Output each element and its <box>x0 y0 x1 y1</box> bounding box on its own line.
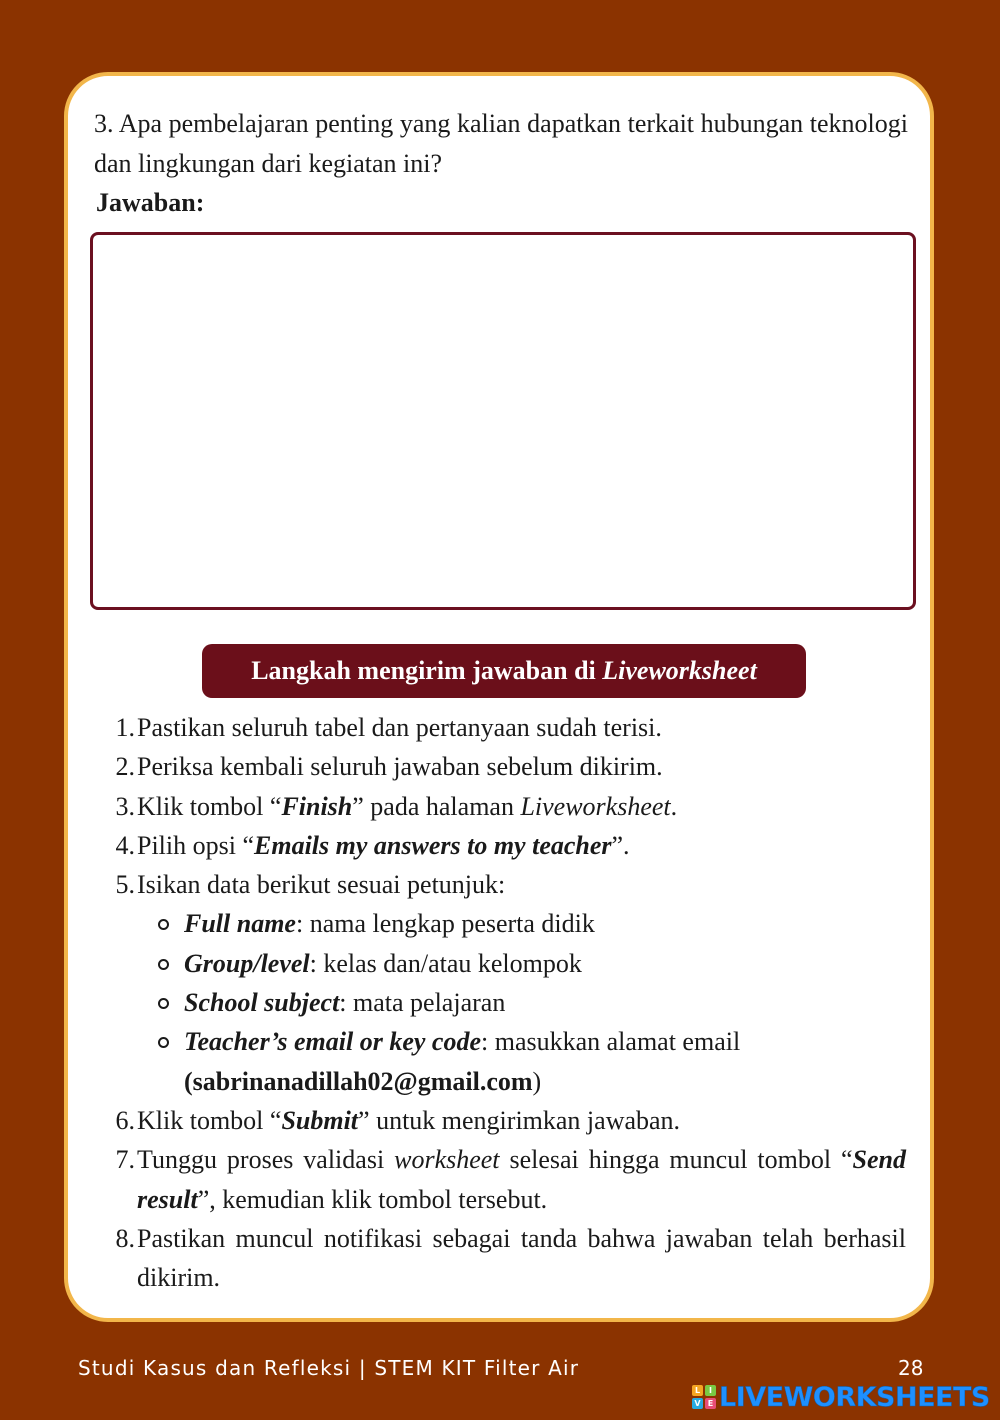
email-close-paren: ) <box>532 1066 542 1096</box>
field-desc: : nama lengkap peserta didik <box>295 909 595 939</box>
answer-label: Jawaban: <box>96 188 205 217</box>
question-3 <box>94 104 908 184</box>
logo-letter: E <box>705 1398 716 1409</box>
step-text: Isikan data berikut sesuai petunjuk: <box>137 870 506 900</box>
footer-title: Studi Kasus dan Refleksi | STEM KIT Filter Air <box>78 1356 580 1380</box>
email-open-paren: ( <box>184 1066 193 1096</box>
step-2 <box>106 747 906 786</box>
field-key: Group/level <box>184 948 310 978</box>
teacher-email: sabrinanadillah02@gmail.com <box>192 1066 533 1096</box>
step-text-part: ”, kemudian klik tombol tersebut. <box>197 1184 548 1214</box>
step-text-part: ” untuk mengirimkan jawaban. <box>358 1105 681 1135</box>
step-text-part: Tunggu proses validasi <box>137 1145 395 1175</box>
question-number: 3. <box>94 109 114 138</box>
field-text <box>184 1022 906 1101</box>
step-text-part: ”. <box>611 830 630 860</box>
step-text <box>135 1101 906 1140</box>
step-6 <box>106 1101 906 1140</box>
heading-app: Liveworksheet <box>602 656 757 685</box>
step-7 <box>106 1140 906 1219</box>
field-text <box>184 904 906 943</box>
step-text: Pastikan seluruh tabel dan pertanyaan sudah terisi. <box>137 713 662 742</box>
field-text <box>184 983 906 1022</box>
steps-list <box>106 708 906 1297</box>
step-number: 7. <box>115 1145 135 1175</box>
step-1 <box>106 708 906 747</box>
step-number: 4. <box>115 830 135 860</box>
field-key: Full name <box>184 909 296 939</box>
field-item-school-subject <box>106 983 906 1022</box>
field-key: School subject <box>184 988 340 1018</box>
question-text: Apa pembelajaran penting yang kalian dapatkan terkait hubungan teknologi dan lingkungan dari kegiatan ini? <box>94 109 908 178</box>
step-text <box>135 826 906 865</box>
send-result-button-name: Send result <box>137 1145 906 1214</box>
app-name: Liveworksheet <box>520 791 671 821</box>
step-text <box>135 787 906 826</box>
field-key: Teacher’s email or key code <box>184 1027 481 1057</box>
liveworksheets-brand[interactable] <box>692 1380 990 1414</box>
logo-letter: L <box>692 1385 703 1396</box>
field-text <box>184 944 906 983</box>
field-desc: : kelas dan/atau kelompok <box>309 948 582 978</box>
field-item-full-name <box>106 904 906 943</box>
field-item-teacher-email <box>106 1022 906 1101</box>
step-text-part: Pilih opsi “ <box>137 830 255 860</box>
option-name: Emails my answers to my teacher <box>254 830 612 860</box>
bullet-icon <box>106 944 184 983</box>
liveworksheets-logo-icon <box>692 1385 716 1409</box>
step-number: 2. <box>115 752 135 782</box>
step-4 <box>106 826 906 865</box>
page-number: 28 <box>898 1356 924 1380</box>
step-text <box>135 1140 906 1219</box>
step-text-part: Klik tombol “ <box>137 1105 282 1135</box>
field-desc: : masukkan alamat email <box>481 1027 741 1057</box>
step-text: Periksa kembali seluruh jawaban sebelum dikirim. <box>137 752 663 782</box>
step-text: Pastikan muncul notifikasi sebagai tanda bahwa jawaban telah berhasil dikirim. <box>137 1223 906 1293</box>
step-text-part: . <box>670 791 678 821</box>
brand-name: LIVEWORKSHEETS <box>719 1381 990 1413</box>
bullet-icon <box>106 983 184 1022</box>
worksheet-word: worksheet <box>394 1145 500 1175</box>
step-number: 3. <box>115 791 135 821</box>
step-number: 1. <box>115 713 135 742</box>
heading-text: Langkah mengirim jawaban di <box>251 656 596 685</box>
step-5 <box>106 865 906 904</box>
answer-input[interactable] <box>90 232 916 610</box>
step-number: 8. <box>115 1223 135 1253</box>
step-3 <box>106 787 906 826</box>
step-text-part: Klik tombol “ <box>137 791 282 821</box>
logo-letter: V <box>692 1398 703 1409</box>
section-heading <box>202 644 806 698</box>
field-item-group-level <box>106 944 906 983</box>
submit-button-name: Submit <box>281 1105 359 1135</box>
content-card <box>64 72 934 1322</box>
field-desc: : mata pelajaran <box>339 988 506 1018</box>
step-8 <box>106 1219 906 1298</box>
logo-letter: I <box>705 1385 716 1396</box>
bullet-icon <box>106 904 184 943</box>
step-number: 5. <box>115 870 135 900</box>
bullet-icon <box>106 1022 184 1101</box>
step-text-part: selesai hingga muncul tombol “ <box>499 1145 853 1175</box>
step-number: 6. <box>115 1105 135 1135</box>
step-text-part: ” pada halaman <box>352 791 521 821</box>
field-list <box>106 904 906 1100</box>
finish-button-name: Finish <box>281 791 353 821</box>
